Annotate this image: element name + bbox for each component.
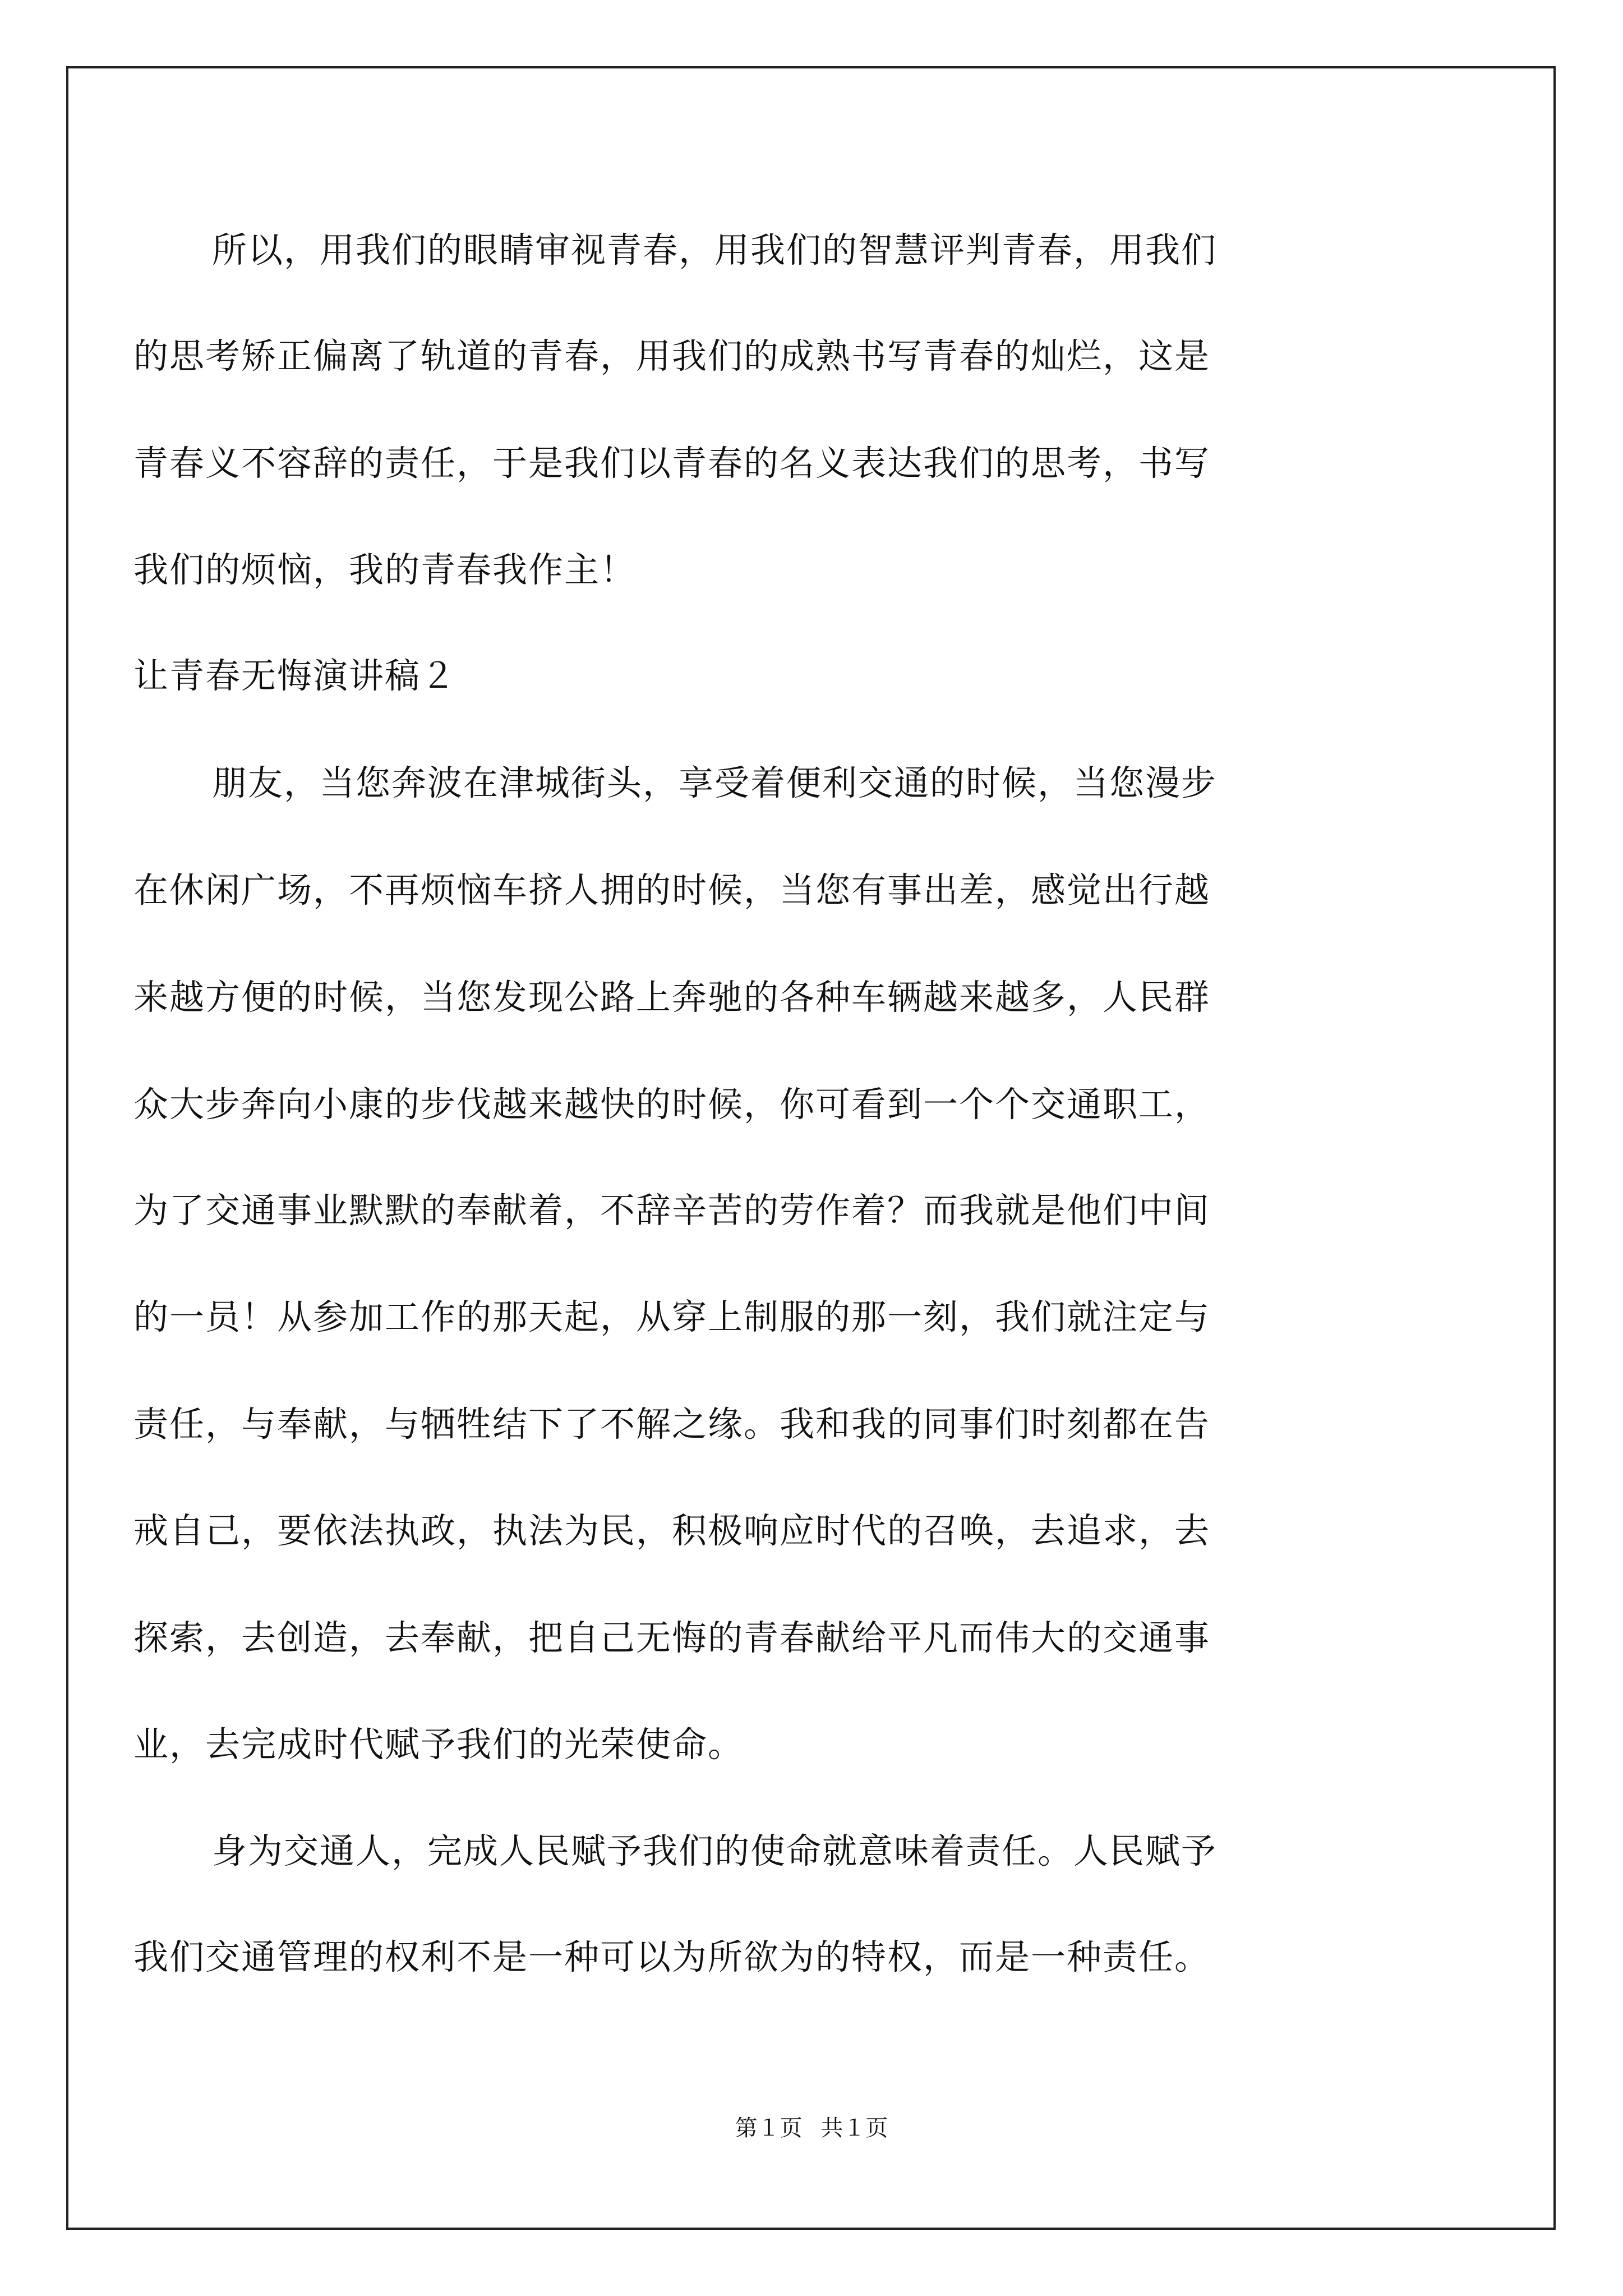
paragraph-3-line-1: 身为交通人，完成人民赋予我们的使命就意味着责任。人民赋予 bbox=[212, 1830, 1218, 1871]
paragraph-2-line-9: 探索，去创造，去奉献，把自己无悔的青春献给平凡而伟大的交通事 bbox=[133, 1617, 1211, 1658]
paragraph-2-line-10: 业，去完成时代赋予我们的光荣使命。 bbox=[133, 1724, 744, 1765]
page-frame bbox=[66, 66, 1556, 2230]
page-number: 第１页 bbox=[735, 2115, 803, 2141]
paragraph-2-line-3: 来越方便的时候，当您发现公路上奔驰的各种车辆越来越多，人民群 bbox=[133, 977, 1211, 1018]
paragraph-2-line-2: 在休闲广场，不再烦恼车挤人拥的时候，当您有事出差，感觉出行越 bbox=[133, 869, 1211, 910]
page-footer bbox=[0, 2110, 1623, 2142]
paragraph-2-line-4: 众大步奔向小康的步伐越来越快的时候，你可看到一个个交通职工， bbox=[133, 1084, 1211, 1125]
paragraph-2-line-5: 为了交通事业默默的奉献着，不辞辛苦的劳作着？而我就是他们中间 bbox=[133, 1190, 1211, 1231]
paragraph-1-line-2: 的思考矫正偏离了轨道的青春，用我们的成熟书写青春的灿烂，这是 bbox=[133, 335, 1211, 376]
paragraph-2-line-1: 朋友，当您奔波在津城街头，享受着便利交通的时候，当您漫步 bbox=[212, 762, 1218, 803]
section-heading: 让青春无悔演讲稿２ bbox=[133, 655, 457, 696]
paragraph-3-line-2: 我们交通管理的权利不是一种可以为所欲为的特权，而是一种责任。 bbox=[133, 1936, 1211, 1977]
paragraph-2-line-6: 的一员！从参加工作的那天起，从穿上制服的那一刻，我们就注定与 bbox=[133, 1296, 1211, 1337]
paragraph-1-line-3: 青春义不容辞的责任，于是我们以青春的名义表达我们的思考，书写 bbox=[133, 443, 1211, 484]
paragraph-2-line-8: 戒自己，要依法执政，执法为民，积极响应时代的召唤，去追求，去 bbox=[133, 1510, 1211, 1551]
paragraph-1-line-1: 所以，用我们的眼睛审视青春，用我们的智慧评判青春，用我们 bbox=[212, 229, 1218, 270]
page-total: 共１页 bbox=[820, 2115, 888, 2141]
paragraph-1-line-4: 我们的烦恼，我的青春我作主！ bbox=[133, 549, 637, 590]
paragraph-2-line-7: 责任，与奉献，与牺牲结下了不解之缘。我和我的同事们时刻都在告 bbox=[133, 1404, 1211, 1444]
